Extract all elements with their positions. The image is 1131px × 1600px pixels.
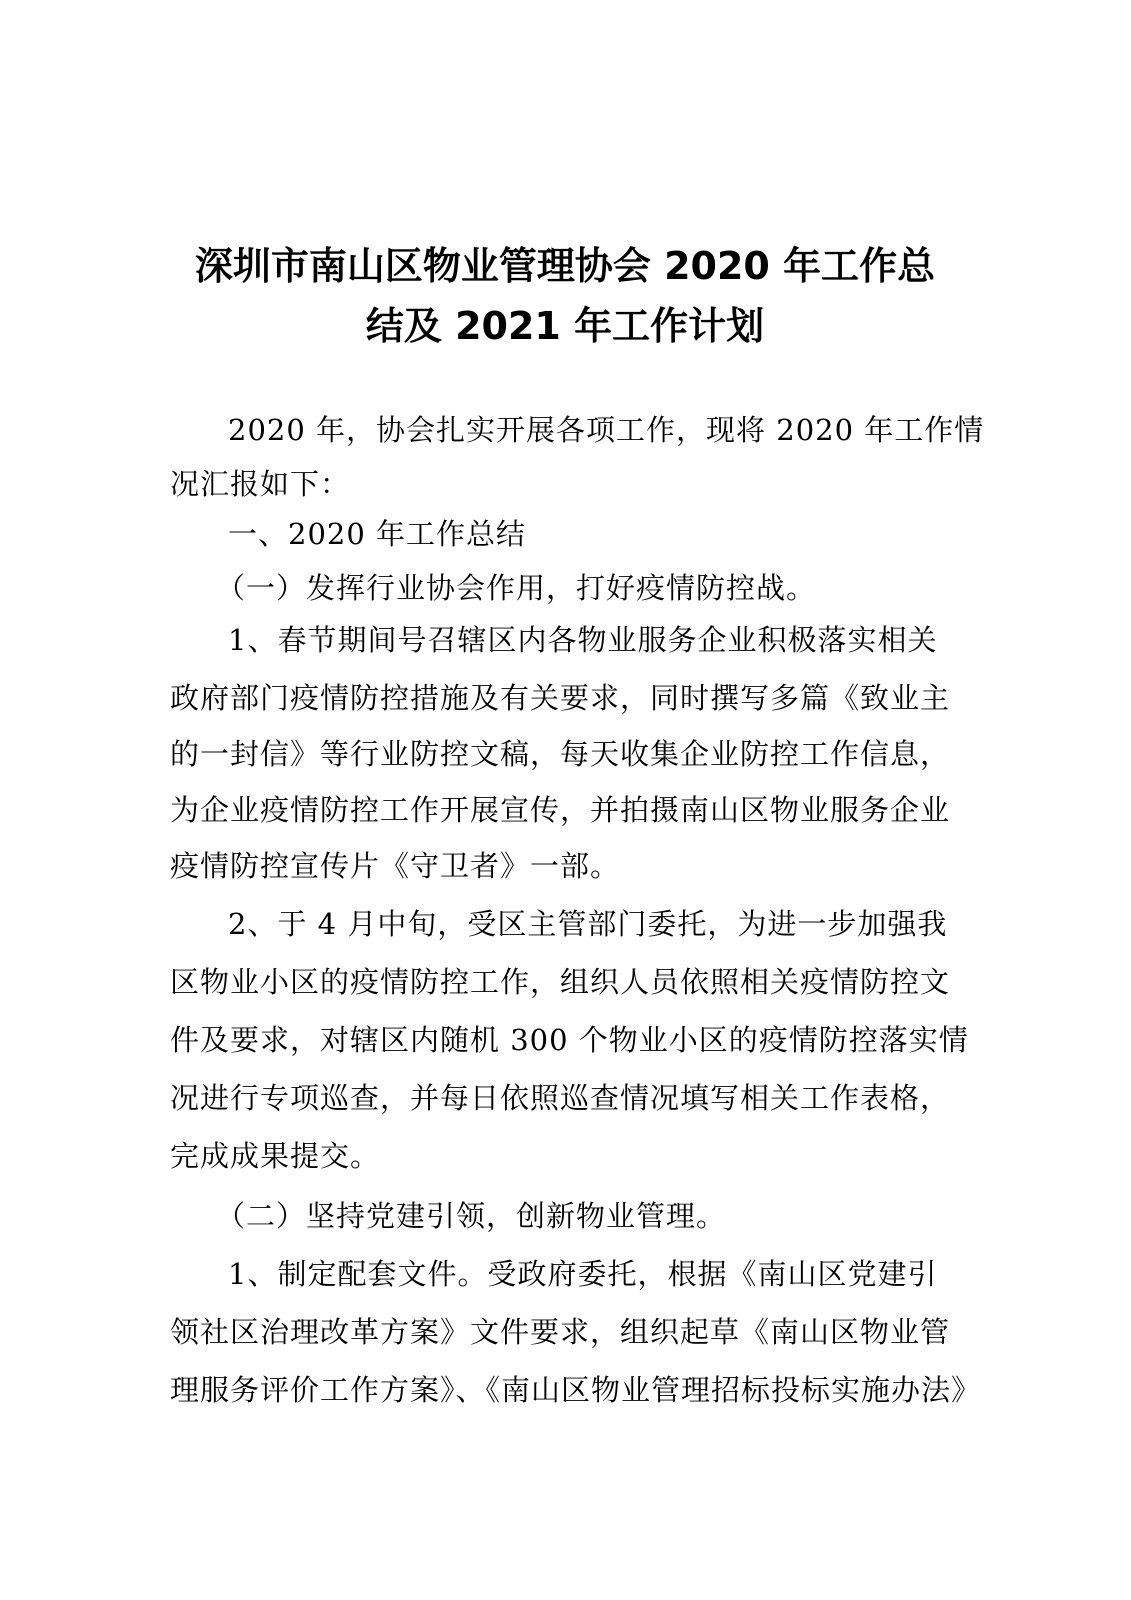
body-line: 件及要求，对辖区内随机 300 个物业小区的疫情防控落实情 [170, 1023, 969, 1057]
body-line: 为企业疫情防控工作开展宣传，并拍摄南山区物业服务企业 [170, 793, 951, 827]
subsection-heading: （二）坚持党建引领，创新物业管理。 [216, 1199, 727, 1233]
body-line: 政府部门疫情防控措施及有关要求，同时撰写多篇《致业主 [170, 681, 951, 715]
body-line: 2、于 4 月中旬，受区主管部门委托，为进一步加强我 [228, 907, 948, 941]
body-line: 况汇报如下： [170, 467, 351, 501]
subsection-heading: （一）发挥行业协会作用，打好疫情防控战。 [216, 571, 817, 605]
body-line: 1、制定配套文件。受政府委托，根据《南山区党建引 [228, 1257, 938, 1291]
document-title-line-1: 深圳市南山区物业管理协会 2020 年工作总 [194, 244, 936, 288]
body-line: 理服务评价工作方案》、《南山区物业管理招标投标实施办法》 [170, 1373, 982, 1407]
body-line: 的一封信》等行业防控文稿，每天收集企业防控工作信息， [170, 737, 951, 771]
section-heading: 一、2020 年工作总结 [228, 517, 527, 551]
body-line: 区物业小区的疫情防控工作，组织人员依照相关疫情防控文 [170, 965, 951, 999]
body-line: 1、春节期间号召辖区内各物业服务企业积极落实相关 [228, 623, 938, 657]
body-line: 疫情防控宣传片《守卫者》一部。 [170, 849, 621, 883]
body-line: 况进行专项巡查，并每日依照巡查情况填写相关工作表格， [170, 1081, 951, 1115]
body-line: 完成成果提交。 [170, 1139, 381, 1173]
document-title-line-2: 结及 2021 年工作计划 [365, 304, 765, 348]
body-line: 2020 年，协会扎实开展各项工作，现将 2020 年工作情 [228, 413, 985, 447]
body-line: 领社区治理改革方案》文件要求，组织起草《南山区物业管 [170, 1315, 951, 1349]
